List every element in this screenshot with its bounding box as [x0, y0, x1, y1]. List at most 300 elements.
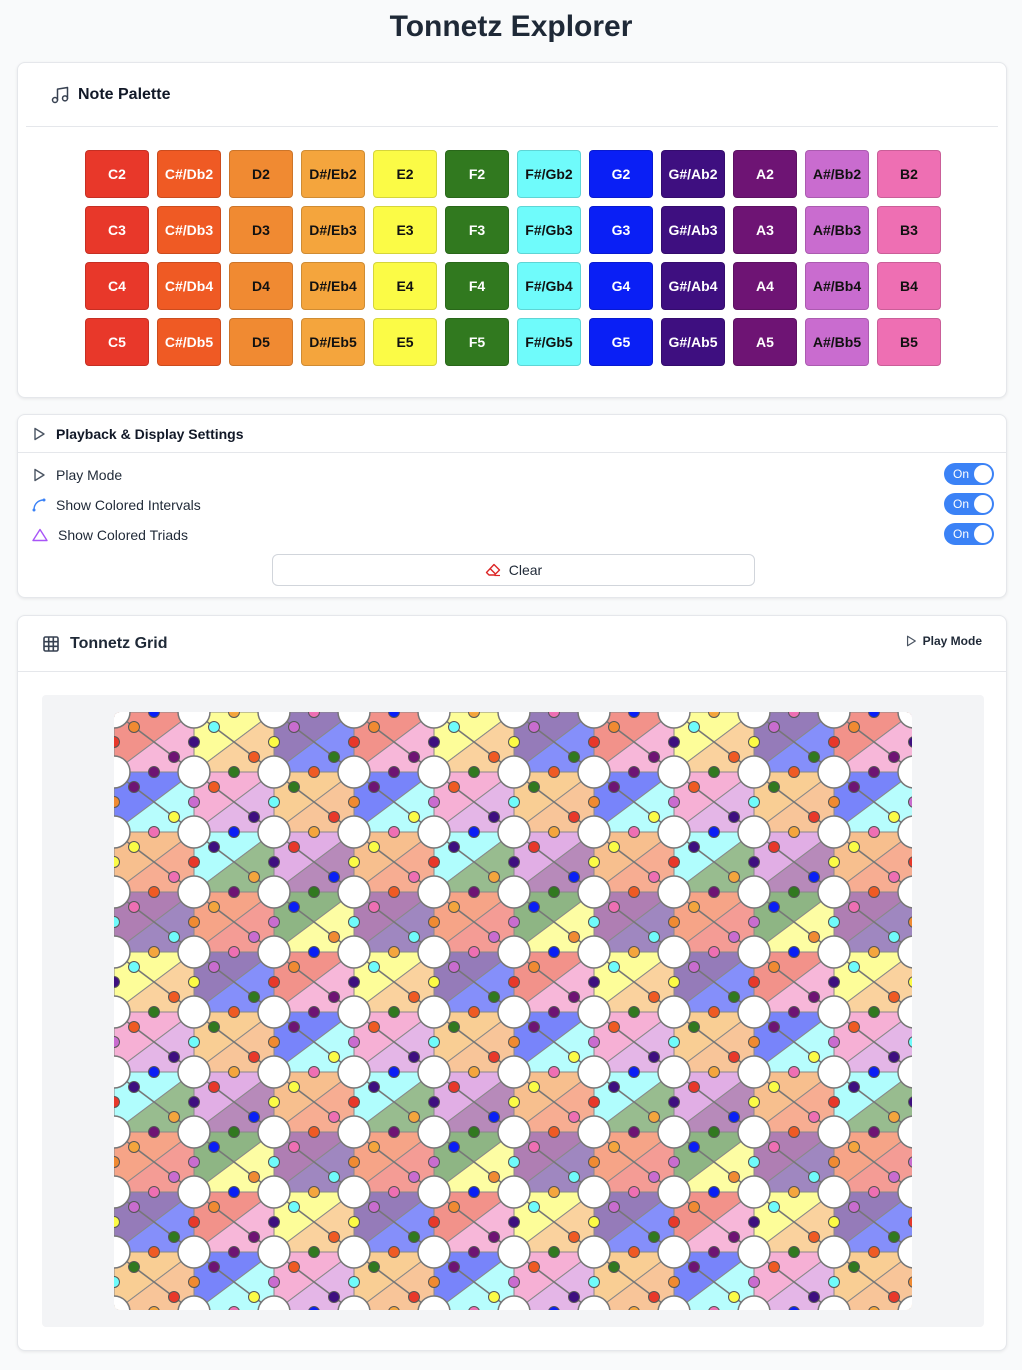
interval-dot [409, 1112, 420, 1123]
interval-dot [689, 1022, 700, 1033]
interval-dot [569, 812, 580, 823]
interval-dot [609, 1202, 620, 1213]
music-note-icon [50, 85, 70, 105]
interval-dot [749, 1277, 760, 1288]
note-node [258, 1116, 290, 1148]
interval-dot [629, 827, 640, 838]
interval-dot [809, 932, 820, 943]
note-button[interactable]: A#/Bb3 [805, 206, 869, 254]
interval-dot [829, 917, 840, 928]
note-button[interactable]: B2 [877, 150, 941, 198]
interval-dot [829, 1097, 840, 1108]
interval-dot [749, 1097, 760, 1108]
interval-dot [489, 872, 500, 883]
note-button[interactable]: G#/Ab3 [661, 206, 725, 254]
interval-dot [449, 1082, 460, 1093]
interval-dot [849, 1082, 860, 1093]
interval-dot [669, 1217, 680, 1228]
note-button[interactable]: F4 [445, 262, 509, 310]
interval-dot [169, 872, 180, 883]
interval-dot [169, 932, 180, 943]
interval-dot [509, 1217, 520, 1228]
interval-dot [869, 1187, 880, 1198]
note-node [578, 756, 610, 788]
interval-dot [169, 812, 180, 823]
play-icon [32, 427, 46, 441]
interval-dot [689, 1202, 700, 1213]
interval-dot [469, 1127, 480, 1138]
interval-dot [789, 767, 800, 778]
note-node [818, 876, 850, 908]
interval-dot [729, 1232, 740, 1243]
interval-dot [469, 947, 480, 958]
interval-dot [869, 1247, 880, 1258]
play-mode-button[interactable] [905, 634, 982, 648]
interval-dot [269, 1097, 280, 1108]
interval-dot [269, 977, 280, 988]
settings-header[interactable] [18, 415, 1006, 453]
note-button[interactable]: F#/Gb3 [517, 206, 581, 254]
note-button[interactable]: G3 [589, 206, 653, 254]
note-button[interactable]: C#/Db5 [157, 318, 221, 366]
note-button-grid [85, 150, 941, 366]
interval-dot [469, 1067, 480, 1078]
interval-dot [169, 752, 180, 763]
interval-dot [509, 977, 520, 988]
note-node [658, 816, 690, 848]
interval-dot [409, 932, 420, 943]
toggle-state-label: On [953, 467, 970, 481]
interval-dot [689, 902, 700, 913]
note-button[interactable]: G#/Ab2 [661, 150, 725, 198]
note-node [258, 1176, 290, 1208]
interval-dot [629, 1247, 640, 1258]
interval-dot [589, 1157, 600, 1168]
interval-dot [629, 887, 640, 898]
settings-card [17, 414, 1007, 598]
interval-dot [389, 1247, 400, 1258]
interval-dot [209, 722, 220, 733]
interval-dot [249, 1292, 260, 1303]
interval-dot [349, 1157, 360, 1168]
interval-dot [209, 902, 220, 913]
note-button[interactable]: D2 [229, 150, 293, 198]
interval-dot [349, 857, 360, 868]
note-node [258, 1236, 290, 1268]
interval-dot [309, 1187, 320, 1198]
interval-dot [409, 1292, 420, 1303]
interval-dot [129, 1022, 140, 1033]
interval-dot [129, 782, 140, 793]
interval-dot [889, 992, 900, 1003]
note-node [338, 1236, 370, 1268]
interval-dot [849, 842, 860, 853]
interval-dot [129, 842, 140, 853]
note-button[interactable]: C#/Db2 [157, 150, 221, 198]
interval-dot [129, 1262, 140, 1273]
note-node [658, 1116, 690, 1148]
interval-dot [589, 977, 600, 988]
note-button[interactable]: C4 [85, 262, 149, 310]
note-button[interactable]: D3 [229, 206, 293, 254]
interval-dot [509, 1097, 520, 1108]
interval-dot [849, 1142, 860, 1153]
interval-dot [669, 1037, 680, 1048]
note-node [418, 756, 450, 788]
interval-dot [769, 842, 780, 853]
interval-dot [589, 797, 600, 808]
note-button[interactable]: B4 [877, 262, 941, 310]
note-button[interactable]: G4 [589, 262, 653, 310]
interval-dot [589, 1097, 600, 1108]
interval-dot [809, 752, 820, 763]
note-node [178, 1116, 210, 1148]
interval-dot [369, 1142, 380, 1153]
interval-dot [229, 1247, 240, 1258]
interval-dot [809, 1052, 820, 1063]
note-node [818, 816, 850, 848]
note-node [578, 936, 610, 968]
play-mode-row [32, 463, 994, 487]
note-node [578, 816, 610, 848]
interval-dot [829, 1217, 840, 1228]
note-button[interactable]: C5 [85, 318, 149, 366]
note-button[interactable]: E2 [373, 150, 437, 198]
interval-dot [449, 962, 460, 973]
interval-dot [209, 1082, 220, 1093]
note-node [738, 1176, 770, 1208]
colored-triads-label: Show Colored Triads [58, 527, 188, 543]
interval-dot [149, 1007, 160, 1018]
interval-dot [649, 1052, 660, 1063]
interval-dot [729, 752, 740, 763]
interval-dot [669, 1157, 680, 1168]
interval-dot [269, 1037, 280, 1048]
note-button[interactable]: G#/Ab4 [661, 262, 725, 310]
interval-dot [769, 962, 780, 973]
interval-dot [829, 857, 840, 868]
note-button[interactable]: D4 [229, 262, 293, 310]
note-node [418, 876, 450, 908]
interval-dot [789, 827, 800, 838]
interval-dot [509, 917, 520, 928]
colored-intervals-toggle[interactable] [944, 493, 994, 515]
note-node [258, 816, 290, 848]
interval-dot [149, 1127, 160, 1138]
interval-dot [389, 1067, 400, 1078]
interval-dot [429, 917, 440, 928]
note-node [658, 876, 690, 908]
note-node [178, 996, 210, 1028]
note-node [498, 996, 530, 1028]
interval-dot [629, 947, 640, 958]
interval-dot [489, 1052, 500, 1063]
interval-dot [809, 1172, 820, 1183]
interval-dot [609, 902, 620, 913]
interval-dot [569, 992, 580, 1003]
interval-dot [529, 1082, 540, 1093]
triangle-icon [32, 528, 48, 542]
interval-dot [329, 992, 340, 1003]
eraser-icon [485, 563, 501, 577]
note-button[interactable]: G5 [589, 318, 653, 366]
interval-dot [449, 1022, 460, 1033]
note-node [818, 1176, 850, 1208]
interval-dot [129, 962, 140, 973]
interval-dot [309, 887, 320, 898]
note-button[interactable]: A4 [733, 262, 797, 310]
colored-intervals-row [32, 493, 994, 517]
interval-dot [549, 1127, 560, 1138]
note-node [338, 1116, 370, 1148]
note-node [418, 1236, 450, 1268]
interval-dot [269, 737, 280, 748]
note-button[interactable]: B3 [877, 206, 941, 254]
interval-dot [189, 857, 200, 868]
note-palette-title: Note Palette [78, 85, 171, 103]
interval-dot [149, 767, 160, 778]
note-node [658, 1176, 690, 1208]
interval-dot [609, 1262, 620, 1273]
interval-dot [249, 812, 260, 823]
interval-dot [849, 962, 860, 973]
note-button[interactable]: C#/Db3 [157, 206, 221, 254]
interval-dot [369, 1082, 380, 1093]
note-node [738, 756, 770, 788]
interval-dot [569, 932, 580, 943]
note-button[interactable]: E5 [373, 318, 437, 366]
interval-dot [849, 1022, 860, 1033]
note-button[interactable]: F2 [445, 150, 509, 198]
note-button[interactable]: D5 [229, 318, 293, 366]
note-node [498, 816, 530, 848]
interval-dot [709, 767, 720, 778]
interval-dot [649, 872, 660, 883]
note-button[interactable]: A#/Bb2 [805, 150, 869, 198]
interval-dot [529, 782, 540, 793]
interval-dot [809, 992, 820, 1003]
note-button[interactable]: C2 [85, 150, 149, 198]
interval-dot [369, 1022, 380, 1033]
interval-dot [889, 872, 900, 883]
interval-dot [589, 857, 600, 868]
note-node [338, 936, 370, 968]
note-button[interactable]: A#/Bb4 [805, 262, 869, 310]
note-button[interactable]: E3 [373, 206, 437, 254]
note-button[interactable]: G#/Ab5 [661, 318, 725, 366]
clear-button[interactable] [272, 554, 755, 586]
interval-dot [249, 1172, 260, 1183]
note-node [338, 756, 370, 788]
interval-dot [729, 1112, 740, 1123]
interval-dot [769, 1262, 780, 1273]
interval-dot [489, 1172, 500, 1183]
interval-dot [369, 1262, 380, 1273]
note-node [658, 996, 690, 1028]
interval-dot [769, 1202, 780, 1213]
note-button[interactable]: D#/Eb3 [301, 206, 365, 254]
interval-dot [189, 977, 200, 988]
note-button[interactable]: F#/Gb5 [517, 318, 581, 366]
interval-dot [509, 1037, 520, 1048]
interval-dot [569, 872, 580, 883]
interval-dot [829, 1277, 840, 1288]
note-button[interactable]: D#/Eb5 [301, 318, 365, 366]
interval-dot [329, 812, 340, 823]
note-button[interactable]: D#/Eb2 [301, 150, 365, 198]
note-button[interactable]: C#/Db4 [157, 262, 221, 310]
note-node [338, 816, 370, 848]
interval-dot [869, 1127, 880, 1138]
note-button[interactable]: E4 [373, 262, 437, 310]
interval-dot [429, 1277, 440, 1288]
grid-icon [42, 635, 60, 653]
interval-dot [649, 1112, 660, 1123]
note-node [658, 936, 690, 968]
interval-dot [869, 1067, 880, 1078]
interval-dot [229, 887, 240, 898]
settings-title: Playback & Display Settings [56, 425, 244, 442]
interval-dot [429, 1157, 440, 1168]
interval-dot [669, 1097, 680, 1108]
interval-dot [189, 1037, 200, 1048]
note-button[interactable]: G2 [589, 150, 653, 198]
note-node [418, 1056, 450, 1088]
interval-dot [609, 782, 620, 793]
note-node [498, 936, 530, 968]
interval-dot [309, 1007, 320, 1018]
tonnetz-grid-card [17, 615, 1007, 1351]
interval-dot [329, 932, 340, 943]
interval-dot [549, 947, 560, 958]
interval-dot [669, 917, 680, 928]
interval-dot [589, 1037, 600, 1048]
interval-dot [169, 1052, 180, 1063]
interval-dot [289, 962, 300, 973]
interval-dot [749, 1157, 760, 1168]
note-button[interactable]: F3 [445, 206, 509, 254]
note-button[interactable]: F#/Gb4 [517, 262, 581, 310]
note-button[interactable]: F#/Gb2 [517, 150, 581, 198]
note-node [738, 1056, 770, 1088]
interval-dot [709, 1187, 720, 1198]
interval-dot [709, 1067, 720, 1078]
play-mode-toggle[interactable] [944, 463, 994, 485]
toggle-knob [974, 495, 992, 513]
note-button[interactable]: A3 [733, 206, 797, 254]
interval-dot [389, 947, 400, 958]
note-node [498, 876, 530, 908]
interval-dot [769, 722, 780, 733]
interval-dot [889, 1232, 900, 1243]
interval-dot [569, 752, 580, 763]
interval-dot [669, 1277, 680, 1288]
interval-dot [189, 1217, 200, 1228]
interval-dot [629, 1067, 640, 1078]
interval-dot [729, 932, 740, 943]
interval-dot [729, 872, 740, 883]
interval-dot [729, 1172, 740, 1183]
note-node [178, 1236, 210, 1268]
interval-dot [309, 767, 320, 778]
tonnetz-lattice[interactable] [114, 712, 912, 1310]
interval-dot [289, 1022, 300, 1033]
interval-dot [189, 917, 200, 928]
interval-dot [889, 1112, 900, 1123]
interval-dot [849, 782, 860, 793]
note-button[interactable]: C3 [85, 206, 149, 254]
interval-dot [829, 737, 840, 748]
interval-dot [589, 737, 600, 748]
interval-dot [649, 932, 660, 943]
interval-dot [589, 1277, 600, 1288]
note-button[interactable]: A#/Bb5 [805, 318, 869, 366]
interval-dot [349, 977, 360, 988]
interval-dot [749, 857, 760, 868]
note-node [818, 1056, 850, 1088]
note-node [738, 876, 770, 908]
interval-dot [669, 977, 680, 988]
interval-dot [369, 782, 380, 793]
note-button[interactable]: D#/Eb4 [301, 262, 365, 310]
interval-dot [129, 1142, 140, 1153]
interval-dot [249, 872, 260, 883]
play-mode-label: Play Mode [56, 467, 123, 483]
interval-dot [789, 1127, 800, 1138]
interval-dot [509, 1277, 520, 1288]
interval-dot [509, 797, 520, 808]
note-node [258, 1056, 290, 1088]
interval-dot [229, 1007, 240, 1018]
interval-dot [249, 1232, 260, 1243]
interval-dot [269, 1277, 280, 1288]
interval-dot [209, 1142, 220, 1153]
interval-dot [329, 1232, 340, 1243]
colored-triads-toggle[interactable] [944, 523, 994, 545]
note-button[interactable]: A5 [733, 318, 797, 366]
tonnetz-grid-title: Tonnetz Grid [70, 634, 168, 652]
interval-dot [369, 842, 380, 853]
note-node [178, 816, 210, 848]
interval-dot [289, 1262, 300, 1273]
note-node [818, 1116, 850, 1148]
tonnetz-canvas-area [42, 695, 984, 1327]
note-button[interactable]: A2 [733, 150, 797, 198]
note-button[interactable]: B5 [877, 318, 941, 366]
interval-dot [269, 1157, 280, 1168]
interval-dot [229, 1127, 240, 1138]
interval-dot [169, 992, 180, 1003]
interval-dot [609, 842, 620, 853]
interval-dot [769, 1082, 780, 1093]
note-node [338, 996, 370, 1028]
note-node [498, 1176, 530, 1208]
interval-dot [489, 812, 500, 823]
interval-dot [229, 947, 240, 958]
interval-dot [529, 962, 540, 973]
note-button[interactable]: F5 [445, 318, 509, 366]
interval-dot [889, 932, 900, 943]
interval-dot [349, 917, 360, 928]
interval-dot [869, 767, 880, 778]
interval-dot [149, 947, 160, 958]
interval-dot [289, 902, 300, 913]
note-node [498, 1236, 530, 1268]
interval-dot [809, 812, 820, 823]
interval-dot [829, 1037, 840, 1048]
interval-dot [569, 1112, 580, 1123]
interval-dot [389, 1127, 400, 1138]
